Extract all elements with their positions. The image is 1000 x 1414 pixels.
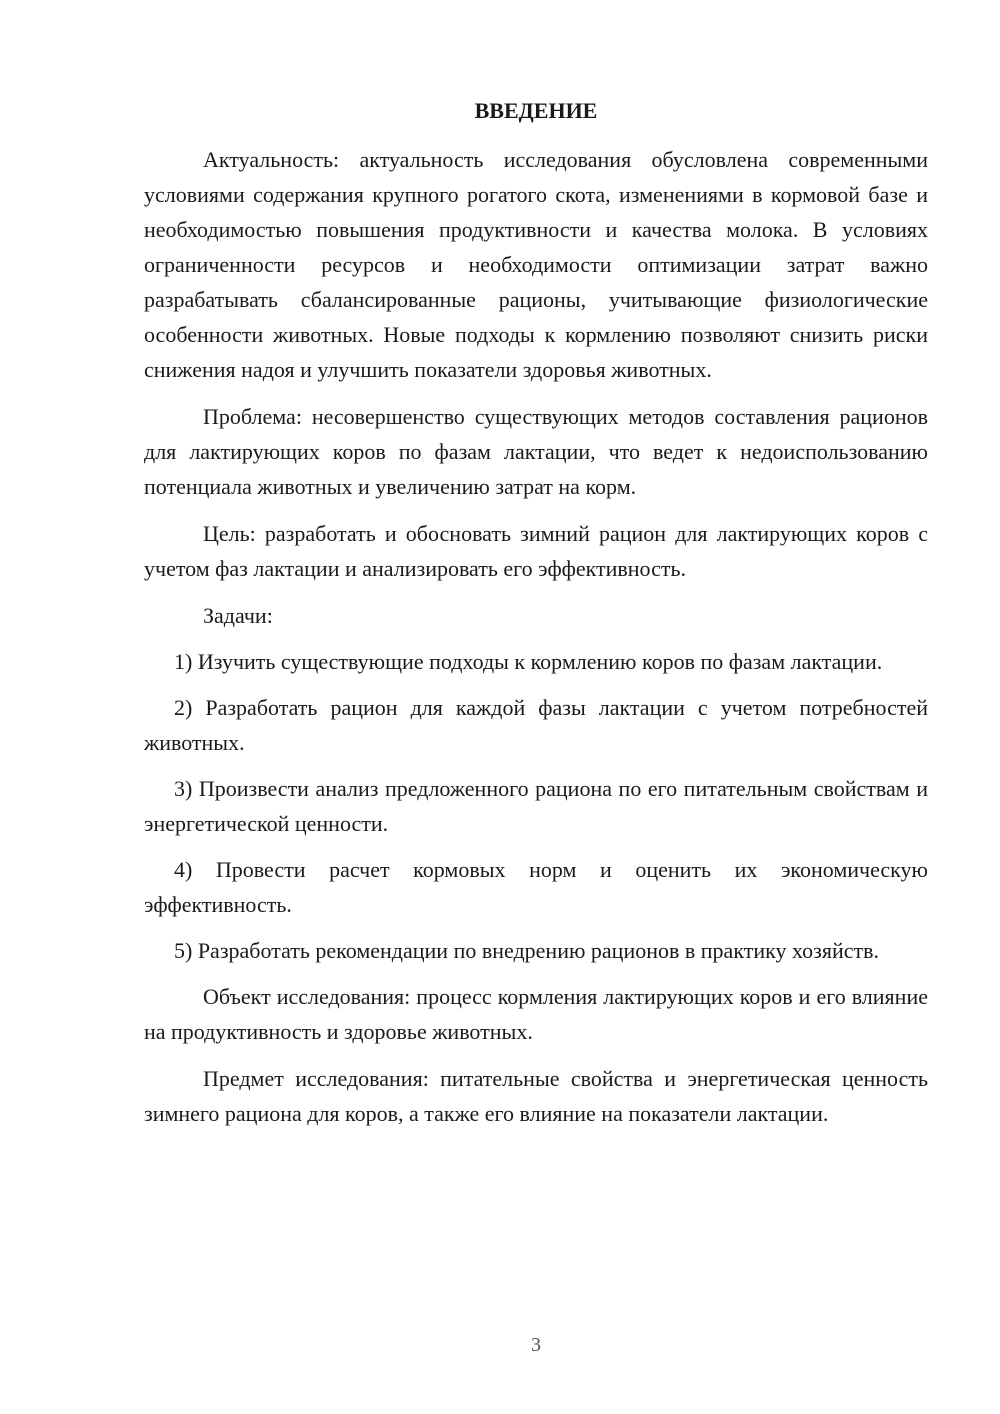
tasks-label: Задачи: — [203, 603, 273, 628]
paragraph-problem: Проблема: несовершенство существующих методов составления рационов для лактирующих коров по фазам лактации, что ведет к недоиспользованию потенциала животных и увеличению затрат на корм. — [144, 404, 928, 499]
document-page — [144, 96, 928, 1143]
task-item: 5) Разработать рекомендации по внедрению рационов в практику хозяйств. — [174, 938, 879, 963]
paragraph-relevance: Актуальность: актуальность исследования обусловлена современными условиями содержания крупного рогатого скота, изменениями в кормовой базе и необходимостью повышения продуктивности и качества молока. В условиях ограниченности ресурсов и необходимости оптимизации затрат важно разрабатывать сбалансированные рационы, учитывающие физиологические особенности животных. Новые подходы к кормлению позволяют снизить риски снижения надоя и улучшить показатели здоровья животных. — [144, 147, 928, 382]
paragraph-object: Объект исследования: процесс кормления лактирующих коров и его влияние на продуктивность и здоровье животных. — [144, 984, 928, 1044]
section-heading: ВВЕДЕНИЕ — [474, 98, 598, 123]
paragraph-subject: Предмет исследования: питательные свойства и энергетическая ценность зимнего рациона для коров, а также его влияние на показатели лактации. — [144, 1066, 928, 1126]
paragraph-goal: Цель: разработать и обосновать зимний рацион для лактирующих коров с учетом фаз лактации и анализировать его эффективность. — [144, 521, 928, 581]
task-list — [144, 644, 928, 968]
task-item: 1) Изучить существующие подходы к кормлению коров по фазам лактации. — [174, 649, 883, 674]
task-item: 3) Произвести анализ предложенного рациона по его питательным свойствам и энергетической ценности. — [144, 776, 928, 836]
task-item: 4) Провести расчет кормовых норм и оценить их экономическую эффективность. — [144, 857, 928, 917]
page-number: 3 — [531, 1334, 541, 1356]
task-item: 2) Разработать рацион для каждой фазы лактации с учетом потребностей животных. — [144, 695, 928, 755]
